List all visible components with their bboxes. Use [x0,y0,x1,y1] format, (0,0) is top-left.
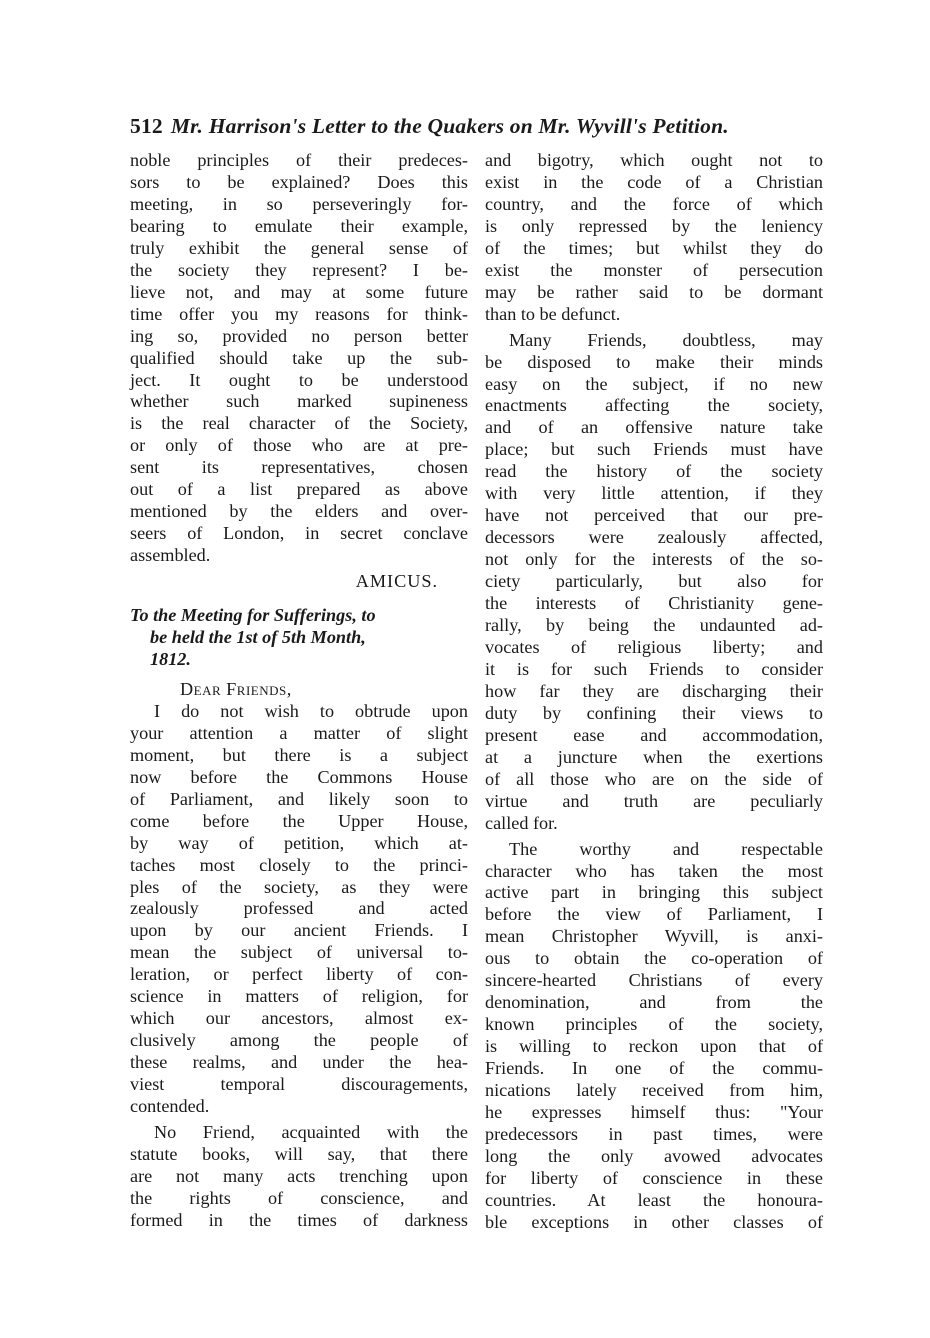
text-line: he expresses himself thus: "Your [485,1101,823,1122]
text-line: statute books, will say, that there [130,1143,468,1164]
text-line: sent its representatives, chosen [130,457,468,478]
text-line: enactments affecting the society, [485,395,823,416]
text-line: virtue and truth are peculiarly [485,790,823,811]
right-column [485,150,823,1234]
text-line: be disposed to make their minds [485,351,823,372]
text-line: place; but such Friends must have [485,439,823,460]
text-line: before the view of Parliament, I [485,904,823,925]
text-line: and of an offensive nature take [485,417,823,438]
text-line: easy on the subject, if no new [485,373,823,394]
address-line: be held the 1st of 5th Month, [150,627,366,648]
text-line: countries. At least the honoura- [485,1189,823,1210]
text-line: upon by our ancient Friends. I [130,920,468,941]
paragraph [130,1122,468,1232]
text-line: is the real character of the Society, [130,413,468,434]
text-line: whether such marked supineness [130,391,468,412]
address-line: 1812. [150,648,191,669]
text-line: is only repressed by the leniency [485,215,823,236]
signature: AMICUS. [355,571,438,592]
text-line: the rights of conscience, and [130,1187,468,1208]
text-line: and bigotry, which ought not to [485,150,823,170]
text-line: country, and the force of which [485,193,823,214]
text-line: these realms, and under the hea- [130,1052,468,1073]
text-line: taches most closely to the princi- [130,854,468,875]
text-line: of Parliament, and likely soon to [130,788,468,809]
text-line: Many Friends, doubtless, may [509,329,823,350]
text-line: is willing to reckon upon that of [485,1036,823,1057]
paragraph [130,150,468,567]
paragraph [130,701,468,1118]
left-column [130,150,468,1232]
text-line: read the history of the society [485,461,823,482]
text-line: zealously professed and acted [130,898,468,919]
text-line: mean the subject of universal to- [130,942,468,963]
text-line: called for. [485,812,558,833]
address-line: To the Meeting for Sufferings, to [130,605,376,626]
text-line: noble principles of their predeces- [130,150,468,170]
text-line: your attention a matter of slight [130,722,468,743]
text-line: seers of London, in secret conclave [130,523,468,544]
text-line: bearing to emulate their example, [130,215,468,236]
text-line: the interests of Christianity gene- [485,593,823,614]
text-line: vocates of religious liberty; and [485,636,823,657]
text-line: viest temporal discouragements, [130,1074,468,1095]
text-line: The worthy and respectable [509,838,823,859]
paragraph [485,839,823,1234]
text-line: assembled. [130,545,211,566]
text-line: of all those who are on the side of [485,768,823,789]
text-line: ciety particularly, but also for [485,571,823,592]
text-line: character who has taken the most [485,860,823,881]
text-line: or only of those who are at pre- [130,435,468,456]
text-line: No Friend, acquainted with the [154,1121,468,1142]
text-line: than to be defunct. [485,303,621,324]
text-line: are not many acts trenching upon [130,1165,468,1186]
text-line: sors to be explained? Does this [130,171,468,192]
text-line: known principles of the society, [485,1014,823,1035]
running-head [130,114,820,139]
text-line: mentioned by the elders and over- [130,501,468,522]
text-line: with very little attention, if they [485,483,823,504]
text-line: Friends. In one of the commu- [485,1058,823,1079]
text-line: ble exceptions in other classes of [485,1211,823,1232]
text-line: meeting, in so perseveringly for- [130,193,468,214]
text-line: exist in the code of a Christian [485,171,823,192]
text-line: active part in bringing this subject [485,882,823,903]
text-line: nications lately received from him, [485,1080,823,1101]
text-line: present ease and accommodation, [485,724,823,745]
text-line: formed in the times of darkness [130,1209,468,1230]
text-line: how far they are discharging their [485,680,823,701]
text-line: of the times; but whilst they do [485,237,823,258]
text-line: leration, or perfect liberty of con- [130,964,468,985]
text-line: may be rather said to be dormant [485,281,823,302]
letter-address [130,605,468,671]
salutation: Dear Friends, [180,678,292,699]
page-number: 512 [130,114,163,138]
text-line: sincere-hearted Christians of every [485,970,823,991]
text-line: denomination, and from the [485,992,823,1013]
text-line: come before the Upper House, [130,810,468,831]
text-line: qualified should take up the sub- [130,347,468,368]
text-line: ing so, provided no person better [130,325,468,346]
text-line: decessors were zealously affected, [485,527,823,548]
text-line: the society they represent? I be- [130,259,468,280]
text-line: at a juncture when the exertions [485,746,823,767]
running-title: Mr. Harrison's Letter to the Quakers on Mr. Wyvill's Petition. [170,114,729,138]
text-line: moment, but there is a subject [130,744,468,765]
text-line: time offer you my reasons for think- [130,303,468,324]
text-line: science in matters of religion, for [130,986,468,1007]
text-line: truly exhibit the general sense of [130,237,468,258]
text-line: ject. It ought to be understood [130,369,468,390]
text-line: it is for such Friends to consider [485,658,823,679]
text-line: long the only avowed advocates [485,1145,823,1166]
text-line: lieve not, and may at some future [130,281,468,302]
text-line: mean Christopher Wyvill, is anxi- [485,926,823,947]
paragraph [485,150,823,326]
text-line: have not perceived that our pre- [485,505,823,526]
text-line: contended. [130,1096,210,1117]
text-line: ous to obtain the co-operation of [485,948,823,969]
text-line: out of a list prepared as above [130,479,468,500]
text-line: duty by confining their views to [485,702,823,723]
text-line: by way of petition, which at- [130,832,468,853]
text-line: for liberty of conscience in these [485,1167,823,1188]
paragraph [485,330,823,835]
text-line: predecessors in past times, were [485,1123,823,1144]
text-line: not only for the interests of the so- [485,549,823,570]
text-line: now before the Commons House [130,766,468,787]
text-line: I do not wish to obtrude upon [154,700,468,721]
text-line: which our ancestors, almost ex- [130,1008,468,1029]
text-line: rally, by being the undaunted ad- [485,615,823,636]
text-line: exist the monster of persecution [485,259,823,280]
text-line: clusively among the people of [130,1030,468,1051]
text-line: ples of the society, as they were [130,876,468,897]
